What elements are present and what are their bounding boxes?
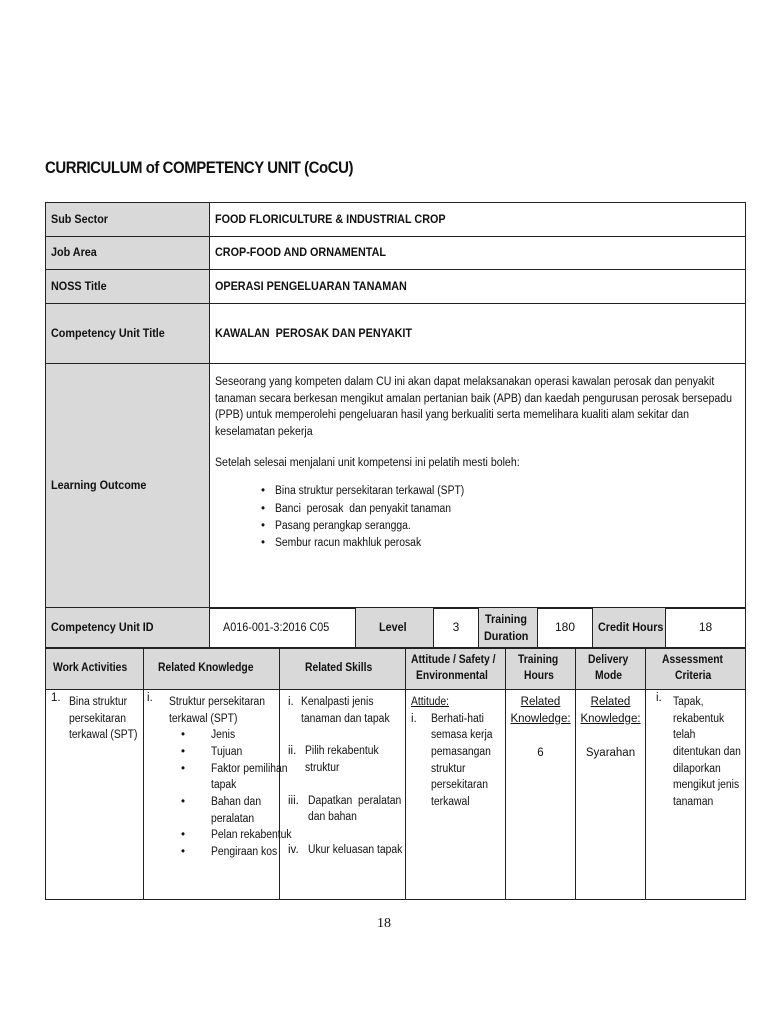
- noss-title-row: [46, 270, 746, 304]
- learning-outcome-row: [46, 364, 746, 609]
- cu-title-row: [46, 304, 746, 364]
- noss-title-value: OPERASI PENGELUARAN TANAMAN: [210, 270, 746, 304]
- header-assessment-criteria: Assessment Criteria: [646, 649, 746, 690]
- header-training-hours: Training Hours: [506, 649, 576, 690]
- cu-id-table: [45, 607, 746, 648]
- list-item: • Sembur racun makhluk perosak: [261, 537, 422, 550]
- list-item: iii. Dapatkan peralatan dan bahan: [288, 794, 402, 824]
- related-knowledge-cell: i. Struktur persekitaran terkawal (SPT) • Jenis • Tujuan • Faktor pemilihan tapak • Bahan dan peralatan • Pelan rekabentuk • Pengiraan kos: [144, 690, 280, 900]
- delivery-mode-cell: Related Knowledge: Syarahan: [576, 690, 646, 900]
- list-item: ii. Pilih rekabentuk struktur: [288, 745, 379, 775]
- list-item: • Jenis: [181, 729, 236, 742]
- header-work-activities: Work Activities: [46, 649, 144, 690]
- list-item: • Banci perosak dan penyakit tanaman: [261, 502, 452, 515]
- cu-title-value: KAWALAN PEROSAK DAN PENYAKIT: [210, 304, 746, 364]
- training-hours-value: 6: [537, 747, 544, 760]
- assessment-criteria-cell: i. Tapak, rekabentuk telah ditentukan dan dilaporkan mengikut jenis tanaman: [646, 690, 746, 900]
- list-item: • Tujuan: [181, 746, 243, 759]
- header-related-skills: Related Skills: [280, 649, 406, 690]
- list-item: • Faktor pemilihan tapak: [181, 762, 288, 792]
- cocu-info-table: [45, 202, 746, 609]
- list-item: • Bina struktur persekitaran terkawal (SPT): [261, 485, 465, 498]
- cu-title-label: Competency Unit Title: [46, 304, 210, 364]
- header-attitude: Attitude / Safety / Environmental: [406, 649, 506, 690]
- learning-outcome-paragraph-2: Setelah selesai menjalani unit kompetensi ini pelatih mesti boleh:: [215, 456, 520, 469]
- header-delivery-mode: Delivery Mode: [576, 649, 646, 690]
- credit-hours-label: Credit Hours: [593, 608, 666, 648]
- job-area-label: Job Area: [46, 237, 210, 270]
- learning-outcome-text: [210, 364, 746, 609]
- job-area-value: CROP-FOOD AND ORNAMENTAL: [210, 237, 746, 270]
- list-item: • Pengiraan kos: [181, 846, 278, 859]
- list-item: • Pelan rekabentuk: [181, 829, 292, 842]
- cu-id-label: Competency Unit ID: [46, 608, 210, 648]
- page-title: CURRICULUM of COMPETENCY UNIT (CoCU): [45, 158, 353, 177]
- learning-outcome-list: [215, 483, 741, 552]
- level-label: Level: [356, 608, 434, 648]
- learning-outcome-paragraph-1: Seseorang yang kompeten dalam CU ini akan dapat melaksanakan operasi kawalan perosak dan penyakit tanaman secara berkesan mengikut amalan pertanian baik (APB) dan kaedah pengurusan perosak bersepadu (PPB) untuk memperolehi pengeluaran hasil yang berkualiti serta memelihara kualiti alam sekitar dan keselamatan pekerja: [215, 376, 732, 439]
- training-duration-value: 180: [538, 608, 593, 648]
- header-related-knowledge: Related Knowledge: [144, 649, 280, 690]
- training-hours-cell: Related Knowledge: 6: [506, 690, 576, 900]
- list-item: • Bahan dan peralatan: [181, 796, 262, 825]
- list-item: i. Kenalpasti jenis tanaman dan tapak: [288, 696, 390, 725]
- cu-id-row: [46, 608, 746, 648]
- level-value: 3: [434, 608, 479, 648]
- list-item: • Pasang perangkap serangga.: [261, 519, 411, 532]
- training-duration-label: Training Duration: [479, 608, 538, 648]
- job-area-row: [46, 237, 746, 270]
- credit-hours-value: 18: [666, 608, 746, 648]
- list-item: iv. Ukur keluasan tapak: [288, 844, 403, 857]
- attitude-title: Attitude:: [411, 696, 449, 708]
- learning-outcome-label: Learning Outcome: [46, 364, 210, 609]
- activities-table: [45, 648, 746, 900]
- sub-sector-value: FOOD FLORICULTURE & INDUSTRIAL CROP: [210, 203, 746, 237]
- activities-header-row: [46, 649, 746, 690]
- delivery-mode-value: Syarahan: [585, 747, 636, 760]
- sub-sector-label: Sub Sector: [46, 203, 210, 237]
- noss-title-label: NOSS Title: [46, 270, 210, 304]
- page-number: 18: [377, 916, 391, 931]
- work-activity-cell: 1. Bina struktur persekitaran terkawal (SPT): [46, 690, 144, 900]
- attitude-cell: Attitude: i. Berhati-hati semasa kerja pemasangan struktur persekitaran terkawal: [406, 690, 506, 900]
- related-skills-cell: [280, 690, 406, 900]
- cu-id-value: A016-001-3:2016 C05: [210, 608, 356, 648]
- table-row: [46, 690, 746, 900]
- sub-sector-row: [46, 203, 746, 237]
